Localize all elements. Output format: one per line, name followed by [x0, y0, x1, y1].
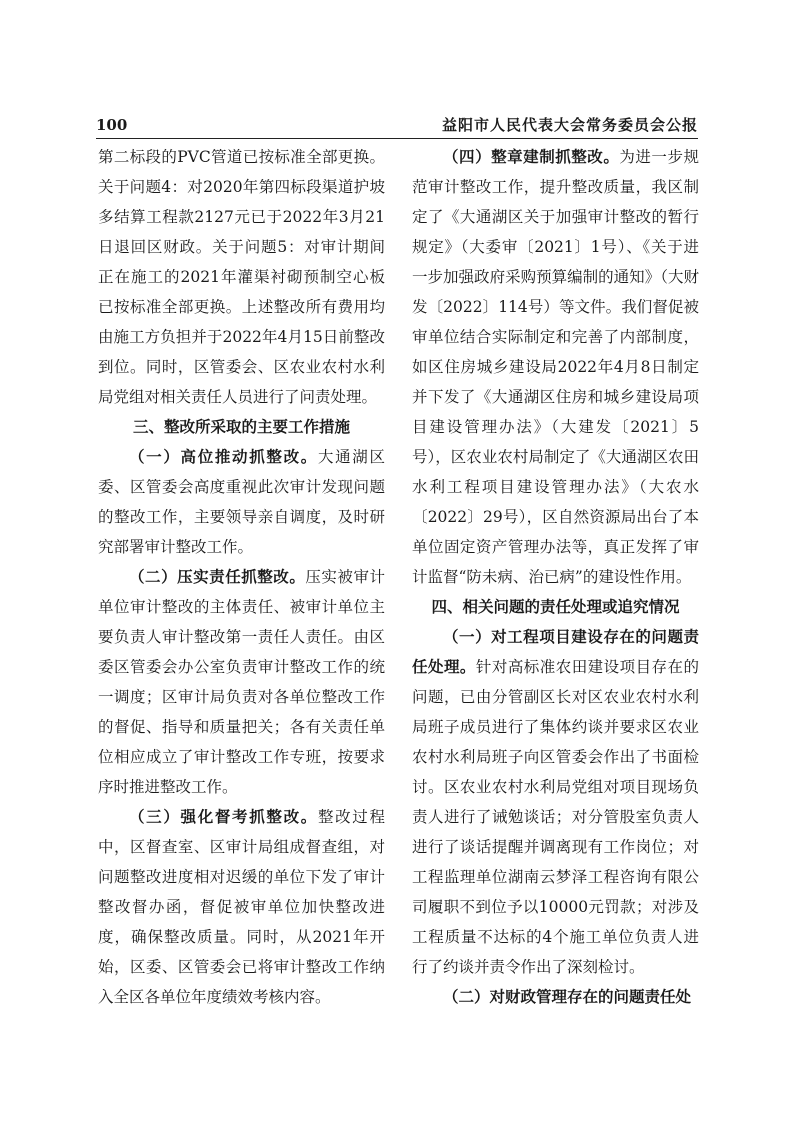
section-heading-measures: 三、整改所采取的主要工作措施 [132, 418, 350, 436]
paragraph-accountability-1 [412, 622, 699, 982]
paragraph-accountability-2 [412, 982, 699, 1012]
paragraph-measure-1 [98, 442, 385, 562]
paragraph-problem-fixes: 第二标段的PVC管道已按标准全部更换。关于问题4：对2020年第四标段渠道护坡多结算工程款2127元已于2022年3月21日退回区财政。关于问题5：对审计期间正在施工的2021年灌渠衬砌预制空心板已按标准全部更换。上述整改所有费用均由施工方负担并于2022年4月15日前整改到位。同时，区管委会、区农业农村水利局党组对相关责任人员进行了问责处理。 [98, 148, 385, 406]
accountability-2-title: （二）对财政管理存在的问题责任处 [443, 988, 692, 1006]
measure-4-title: （四）整章建制抓整改。 [443, 148, 620, 166]
measure-2-body: 压实被审计单位审计整改的主体责任、被审计单位主要负责人审计整改第一责任人责任。由区委区管委会办公室负责审计整改工作的统一调度；区审计局负责对各单位整改工作的督促、指导和质量把关；各有关责任单位相应成立了审计整改工作专班，按要求序时推进整改工作。 [98, 568, 385, 796]
header-rule [96, 138, 698, 139]
journal-title: 益阳市人民代表大会常务委员会公报 [441, 116, 698, 134]
page-header [96, 115, 698, 139]
right-column [412, 142, 699, 1012]
measure-3-body: 整改过程中，区督查室、区审计局组成督查组，对问题整改进度相对迟缓的单位下发了审计整改督办函，督促被审单位加快整改进度，确保整改质量。同时，从2021年开始，区委、区管委会已将审计整改工作纳入全区各单位年度绩效考核内容。 [98, 808, 385, 1006]
page-number: 100 [96, 116, 128, 134]
paragraph-measure-3 [98, 802, 385, 1012]
measure-3-title: （三）强化督考抓整改。 [129, 808, 318, 826]
section-heading-accountability: 四、相关问题的责任处理或追究情况 [431, 598, 680, 616]
measure-4-body: 为进一步规范审计整改工作，提升整改质量，我区制定了《大通湖区关于加强审计整改的暂行规定》（大委审〔2021〕1号）、《关于进一步加强政府采购预算编制的通知》（大财发〔2022〕114号）等文件。我们督促被审单位结合实际制定和完善了内部制度，如区住房城乡建设局2022年4月8日制定并下发了《大通湖区住房和城乡建设局项目建设管理办法》（大建发〔2021〕5号），区农业农村局制定了《大通湖区农田水利工程项目建设管理办法》（大农水〔2022〕29号），区自然资源局出台了本单位固定资产管理办法等，真正发挥了审计监督“防未病、治已病”的建设性作用。 [412, 148, 699, 586]
measure-2-title: （二）压实责任抓整改。 [129, 568, 306, 586]
left-column [98, 142, 385, 1012]
measure-1-body: 大通湖区委、区管委会高度重视此次审计发现问题的整改工作，主要领导亲自调度，及时研究部署审计整改工作。 [98, 448, 385, 556]
paragraph-measure-4 [412, 142, 699, 592]
accountability-1-title: （一）对工程项目建设存在的问题责任处理。 [412, 628, 699, 676]
accountability-1-body: 针对高标准农田建设项目存在的问题，已由分管副区长对区农业农村水利局班子成员进行了集体约谈并要求区农业农村水利局班子向区管委会作出了书面检讨。区农业农村水利局党组对项目现场负责人进行了诫勉谈话；对分管股室负责人进行了谈话提醒并调离现有工作岗位；对工程监理单位湖南云梦泽工程咨询有限公司履职不到位予以10000元罚款；对涉及工程质量不达标的4个施工单位负责人进行了约谈并责令作出了深刻检讨。 [412, 658, 699, 976]
measure-1-title: （一）高位推动抓整改。 [129, 448, 318, 466]
paragraph-measure-2 [98, 562, 385, 802]
